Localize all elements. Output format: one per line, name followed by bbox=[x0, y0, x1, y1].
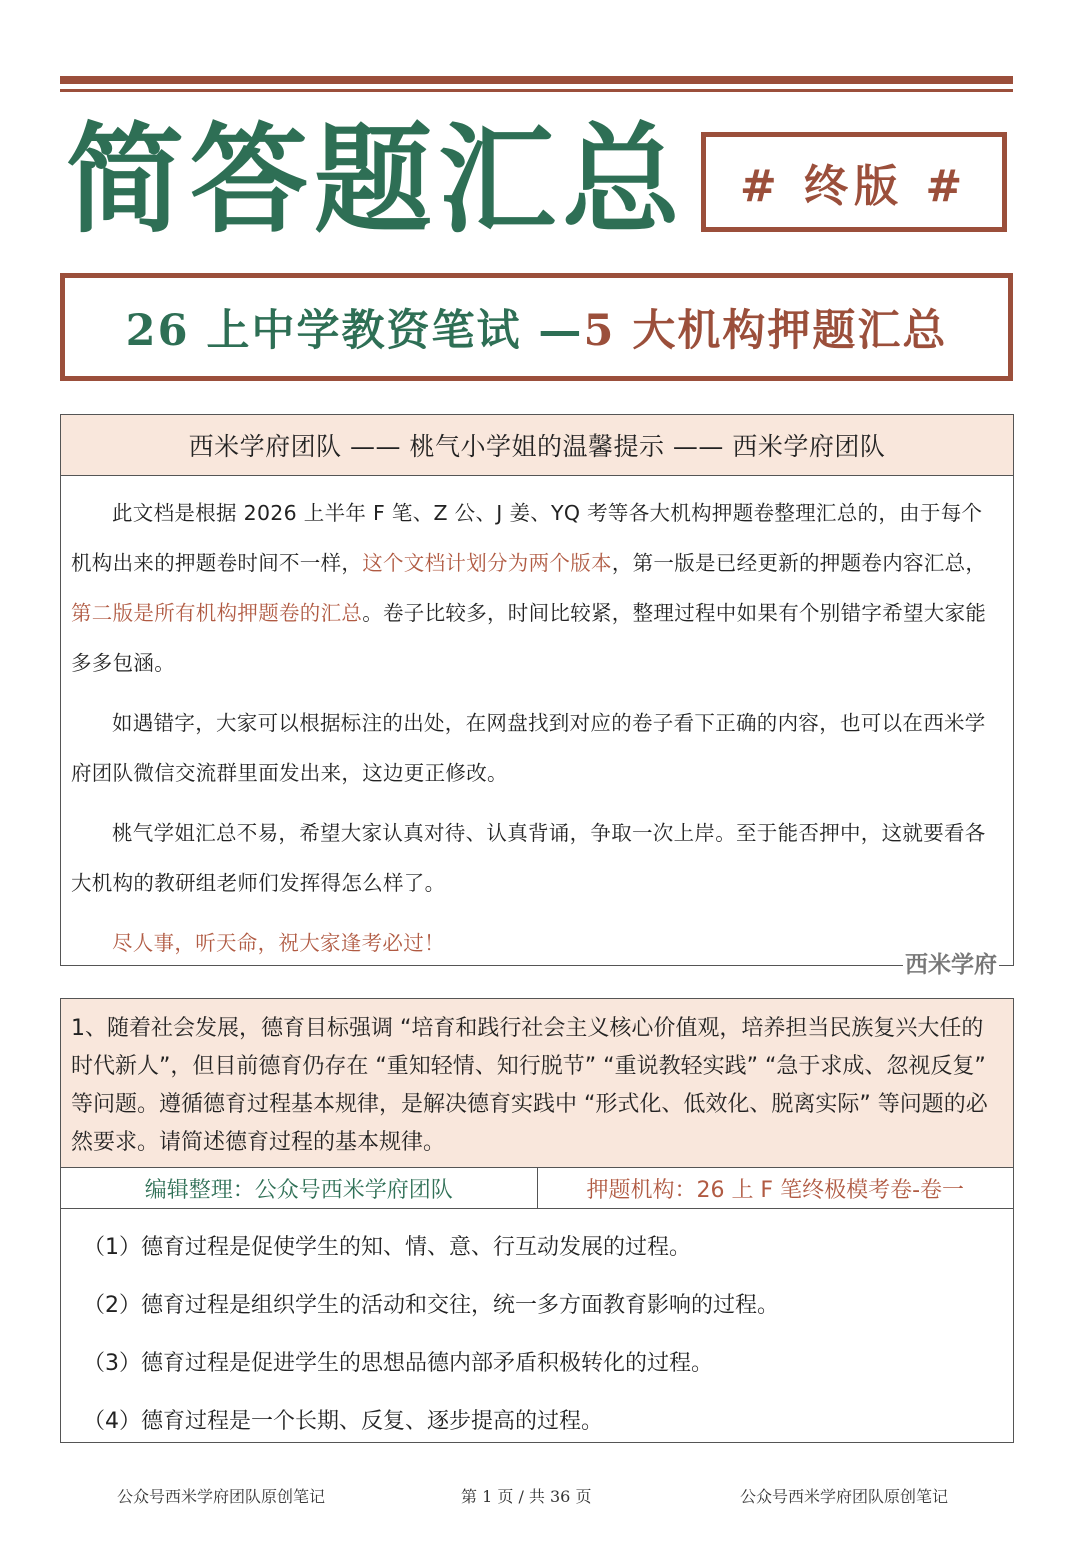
notice-p1-highlight-2: 第二版是所有机构押题卷的汇总 bbox=[71, 601, 363, 625]
question-meta-row bbox=[61, 1168, 1013, 1209]
notice-paragraph-2: 如遇错字，大家可以根据标注的出处，在网盘找到对应的卷子看下正确的内容，也可以在西米学府团队微信交流群里面发出来，这边更正修改。 bbox=[71, 711, 986, 785]
subtitle-banner bbox=[60, 273, 1013, 381]
page-title: 简答题汇总 bbox=[66, 110, 687, 249]
footer-page-number: 第 1 页 / 共 36 页 bbox=[461, 1487, 592, 1506]
answer-item: （3）德育过程是促进学生的思想品德内部矛盾积极转化的过程。 bbox=[83, 1351, 713, 1376]
answer-item: （1）德育过程是促使学生的知、情、意、行互动发展的过程。 bbox=[83, 1235, 691, 1260]
notice-p1-part-c: 。卷子比较多，时间比较紧，整理过程中如果有个别错字希望大家能多多包涵。 bbox=[71, 601, 987, 675]
final-version-badge: # 终版 # bbox=[701, 132, 1007, 232]
notice-heading: 西米学府团队 —— 桃气小学姐的温馨提示 —— 西米学府团队 bbox=[61, 415, 1013, 476]
notice-body bbox=[61, 476, 1013, 968]
notice-p1-part-b: ，第一版是已经更新的押题卷内容汇总， bbox=[611, 551, 987, 575]
footer-right: 公众号西米学府团队原创笔记 bbox=[740, 1487, 949, 1506]
header-rule-thin bbox=[60, 89, 1013, 92]
notice-closing: 尽人事，听天命，祝大家逢考必过！ bbox=[112, 931, 445, 955]
watermark-stamp: 西米学府 bbox=[903, 946, 999, 979]
editor-credit: 编辑整理：公众号西米学府团队 bbox=[61, 1168, 538, 1208]
answer-list bbox=[61, 1209, 1013, 1451]
subtitle-left: 26 上中学教资笔试 — bbox=[125, 305, 584, 356]
answer-item: （4）德育过程是一个长期、反复、逐步提高的过程。 bbox=[83, 1409, 603, 1434]
question-text: 1、随着社会发展，德育目标强调 “培育和践行社会主义核心价值观，培养担当民族复兴大任的时代新人”，但目前德育仍存在 “重知轻情、知行脱节” “重说教轻实践” “急于求成、忽视反复” 等问题。遵循德育过程基本规律，是解决德育实践中 “形式化、低效化、脱离实际” 等问题的必然要求。请简述德育过程的基本规律。 bbox=[61, 999, 1013, 1168]
notice-p1-highlight-1: 这个文档计划分为两个版本 bbox=[362, 551, 612, 575]
page-footer bbox=[0, 1484, 1080, 1514]
answer-item: （2）德育过程是组织学生的活动和交往，统一多方面教育影响的过程。 bbox=[83, 1293, 779, 1318]
source-credit: 押题机构：26 上 F 笔终极模考卷-卷一 bbox=[586, 1177, 965, 1203]
notice-paragraph-3: 桃气学姐汇总不易，希望大家认真对待、认真背诵，争取一次上岸。至于能否押中，这就要看各大机构的教研组老师们发挥得怎么样了。 bbox=[71, 821, 986, 895]
footer-left: 公众号西米学府团队原创笔记 bbox=[117, 1487, 326, 1506]
notice-paragraph-1 bbox=[71, 488, 1003, 688]
notice-p1-part-a: 此文档是根据 2026 上半年 F 笔、Z 公、J 姜、YQ 考等各大机构押题卷整理汇总的，由于每个机构出来的押题卷时间不一样， bbox=[71, 501, 983, 575]
notice-box bbox=[60, 414, 1014, 978]
subtitle-right: 5 大机构押题汇总 bbox=[583, 305, 948, 356]
question-card bbox=[60, 998, 1014, 1443]
header-rule-thick bbox=[60, 76, 1013, 84]
